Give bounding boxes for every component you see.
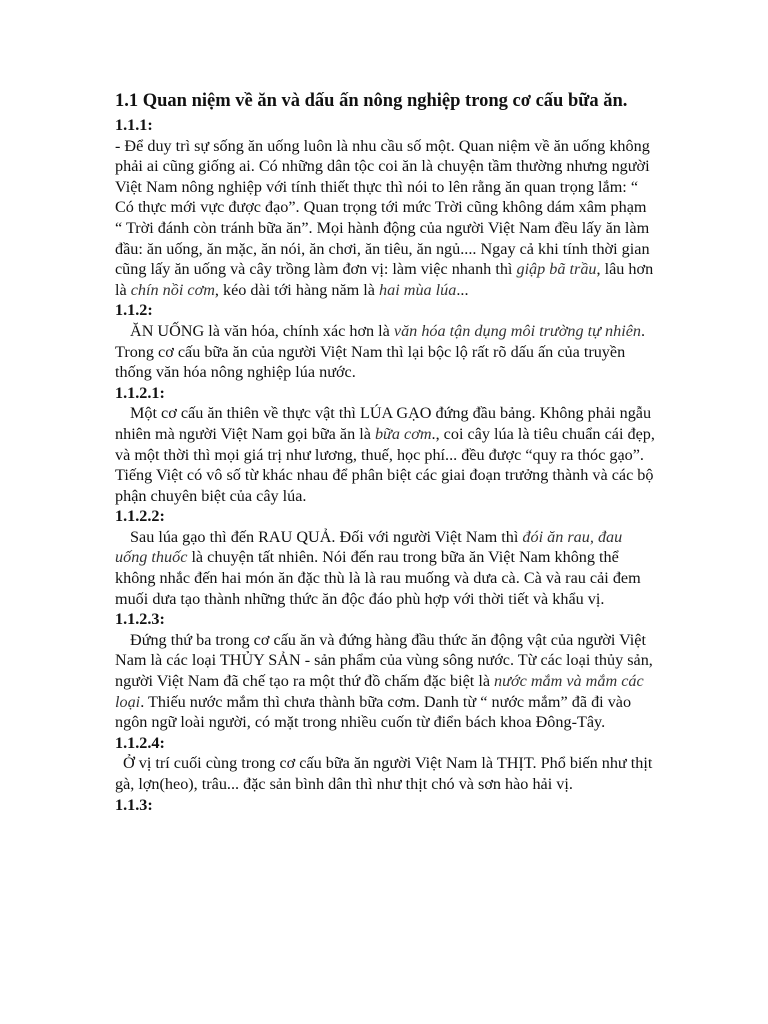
text-run: Sau lúa gạo thì đến RAU QUẢ. Đối với người Việt Nam thì bbox=[130, 527, 523, 546]
section-body-1-1-2-2 bbox=[115, 527, 655, 609]
document-page bbox=[115, 90, 655, 815]
italic-run: văn hóa tận dụng môi trường tự nhiên bbox=[393, 321, 641, 340]
text-run: Ở vị trí cuối cùng trong cơ cấu bữa ăn người Việt Nam là THỊT. Phổ biến như thịt gà, lợn(heo), trâu... đặc sản bình dân thì như thịt chó và sơn hào hải vị. bbox=[115, 754, 653, 793]
italic-run: giập bã trầu bbox=[516, 260, 597, 279]
section-heading-1-1-2: 1.1.2: bbox=[115, 301, 153, 320]
text-run: ĂN UỐNG là văn hóa, chính xác hơn là bbox=[130, 321, 394, 340]
italic-run: hai mùa lúa bbox=[379, 280, 457, 299]
section-heading-1-1-1: 1.1.1: bbox=[115, 116, 153, 134]
section-heading-1-1-2-1: 1.1.2.1: bbox=[115, 383, 165, 402]
section-body-1-1-2-3 bbox=[115, 630, 655, 733]
section-body-1-1-2 bbox=[115, 321, 655, 383]
section-heading-1-1-3: 1.1.3: bbox=[115, 795, 153, 814]
italic-run: đói ăn rau, đau uống thuốc bbox=[115, 527, 623, 567]
section-body-1-1-2-4 bbox=[115, 753, 655, 794]
text-run: - Để duy trì sự sống ăn uống luôn là nhu cầu số một. Quan niệm về ăn uống không phải ai cũng giống ai. Có những dân tộc coi ăn là chuyện tầm thường nhưng người Việt Nam nông nghiệp với tính thiết thực thì nói to lên rằng ăn quan trọng lắm: “ Có thực mới vực được đạo”. Quan trọng tới mức Trời cũng không dám xâm phạm “ Trời đánh còn tránh bữa ăn”. Mọi hành động của người Việt Nam đều lấy ăn làm đầu: ăn uống, ăn mặc, ăn nói, ăn chơi, ăn tiêu, ăn ngủ.... Ngay cả khi tính thời gian cũng lấy ăn uống và cây trồng làm đơn vị: làm việc nhanh thì bbox=[115, 136, 650, 279]
section-body-1-1-1 bbox=[115, 136, 655, 301]
document-title: 1.1 Quan niệm về ăn và dấu ấn nông nghiệp trong cơ cấu bữa ăn. bbox=[115, 91, 628, 111]
text-run: , kéo dài tới hàng năm là bbox=[214, 280, 380, 299]
italic-run: chín nồi cơm bbox=[130, 280, 215, 299]
italic-run: bữa cơm bbox=[374, 424, 432, 443]
text-run: là chuyện tất nhiên. Nói đến rau trong bữa ăn Việt Nam không thể không nhắc đến hai món ăn đặc thù là là rau muống và dưa cà. Cà và rau cải đem muối dưa tạo thành những thức ăn độc đáo phù hợp với thời tiết và khẩu vị. bbox=[115, 548, 641, 608]
text-run: . Thiếu nước mắm thì chưa thành bữa cơm. Danh từ “ nước mắm” đã đi vào ngôn ngữ loài người, có mặt trong nhiều cuốn từ điển bách khoa Đông-Tây. bbox=[115, 692, 632, 732]
text-run: Đứng thứ ba trong cơ cấu ăn và đứng hàng đầu thức ăn động vật của người Việt Nam là các loại THỦY SẢN - sản phẩm của vùng sông nước. Từ các loại thủy sản, người Việt Nam đã chế tạo ra một thứ đồ chấm đặc biệt là bbox=[115, 630, 653, 691]
text-run: , lâu hơn là bbox=[115, 260, 654, 299]
section-heading-1-1-2-3: 1.1.2.3: bbox=[115, 610, 165, 629]
text-run: ., coi cây lúa là tiêu chuẩn cái đẹp, và một thời thì mọi giá trị như lương, thuế, học phí... đều được “quy ra thóc gạo”. Tiếng Việt có vô số từ khác nhau để phân biệt các giai đoạn trưởng thành và các bộ phận chuyên biệt của cây lúa. bbox=[115, 424, 655, 505]
italic-run: nước mắm và mắm các loại bbox=[115, 672, 644, 711]
section-heading-1-1-2-4: 1.1.2.4: bbox=[115, 733, 165, 752]
text-run: ... bbox=[456, 280, 469, 299]
section-heading-1-1-2-2: 1.1.2.2: bbox=[115, 507, 165, 526]
section-body-1-1-2-1 bbox=[115, 403, 655, 506]
text-run: Một cơ cấu ăn thiên về thực vật thì LÚA GẠO đứng đầu bảng. Không phải ngẫu nhiên mà người Việt Nam gọi bữa ăn là bbox=[115, 404, 652, 443]
text-run: . Trong cơ cấu bữa ăn của người Việt Nam thì lại bộc lộ rất rõ dấu ấn của truyền thống văn hóa nông nghiệp lúa nước. bbox=[115, 321, 646, 382]
